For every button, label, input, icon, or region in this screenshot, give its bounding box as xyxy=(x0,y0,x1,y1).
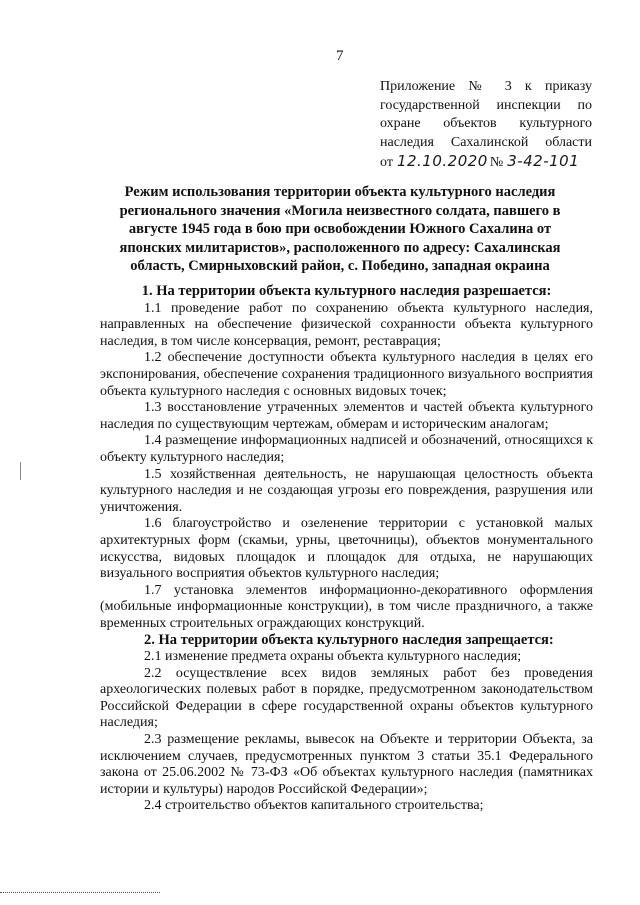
section-1-item: 1.4 размещение информационных надписей и обозначений, относящихся к объекту культурного наследия; xyxy=(100,433,593,465)
appendix-line-1: Приложение № 3 к приказу xyxy=(380,79,592,94)
section-2-item: 2.3 размещение рекламы, вывесок на Объекте и территории Объекта, за исключением случаев, предусмотренных пунктом 3 статьи 35.1 Федерального закона от 25.06.2002 № 73-ФЗ «Об объектах культурного наследия (памятниках истории и культуры) народов Российской Федерации»; xyxy=(100,732,593,797)
section-1-item: 1.5 хозяйственная деятельность, не нарушающая целостность объекта культурного наследия и не создающая угрозы его повреждения, разрушения или уничтожения. xyxy=(100,466,593,515)
section-1-item: 1.7 установка элементов информационно-декоративного оформления (мобильные информационные конструкции), в том числе праздничного, а также временных строительных ограждающих конструкций. xyxy=(100,582,593,631)
document-title: Режим использования территории объекта культурного наследия регионального значения «Могила неизвестного солдата, павшего в августе 1945 года в бою при освобождении Южного Сахалина от японских милитаристов», расположенного по адресу: Сахалинская область, Смирныховский район, с. Победино, западная окраина xyxy=(119,184,561,274)
document-body xyxy=(100,283,593,815)
section-1-item: 1.2 обеспечение доступности объекта культурного наследия в целях его экспонирования, обеспечение сохранения традиционного визуального восприятия объекта культурного наследия с основных видовых точек; xyxy=(100,350,593,399)
appendix-line-4: наследия Сахалинской области xyxy=(380,134,592,150)
section-2-item: 2.2 осуществление всех видов земляных работ без проведения археологических полевых работ в порядке, предусмотренном законодательством Российской Федерации в сфере государственной охраны объектов культурного наследия; xyxy=(100,665,593,731)
order-number-handwritten: 3-42-101 xyxy=(507,152,580,170)
section-2-heading: 2. На территории объекта культурного наследия запрещается: xyxy=(144,632,554,649)
appendix-block xyxy=(380,78,592,173)
section-1-item: 1.3 восстановление утраченных элементов и частей объекта культурного наследия по существующим чертежам, обмерам и историческим аналогам; xyxy=(100,400,593,432)
section-1-item: 1.1 проведение работ по сохранению объекта культурного наследия, направленных на обеспечение физической сохранности объекта культурного наследия, в том числе консервация, ремонт, реставрация; xyxy=(100,300,593,349)
page-number: 7 xyxy=(336,48,344,64)
scan-margin-mark xyxy=(20,462,21,480)
section-2-item: 2.1 изменение предмета охраны объекта культурного наследия; xyxy=(144,649,522,665)
section-1-heading: 1. На территории объекта культурного наследия разрешается: xyxy=(141,283,552,299)
from-label: от xyxy=(380,155,393,170)
footer-dotted-line xyxy=(0,892,160,893)
section-1-item: 1.6 благоустройство и озеленение территории с установкой малых архитектурных форм (скамьи, урны, цветочницы), объектов монументального искусства, видовых площадок и площадок для отдыха, не нарушающих визуального восприятия объектов культурного наследия; xyxy=(100,516,593,582)
number-label: № xyxy=(489,155,504,170)
appendix-line-2: государственной инспекции по xyxy=(380,97,592,113)
order-reference-line xyxy=(380,152,592,173)
section-2-item: 2.4 строительство объектов капитального строительства; xyxy=(144,798,484,814)
appendix-line-3: охране объектов культурного xyxy=(380,116,592,131)
order-date-handwritten: 12.10.2020 xyxy=(396,152,488,170)
